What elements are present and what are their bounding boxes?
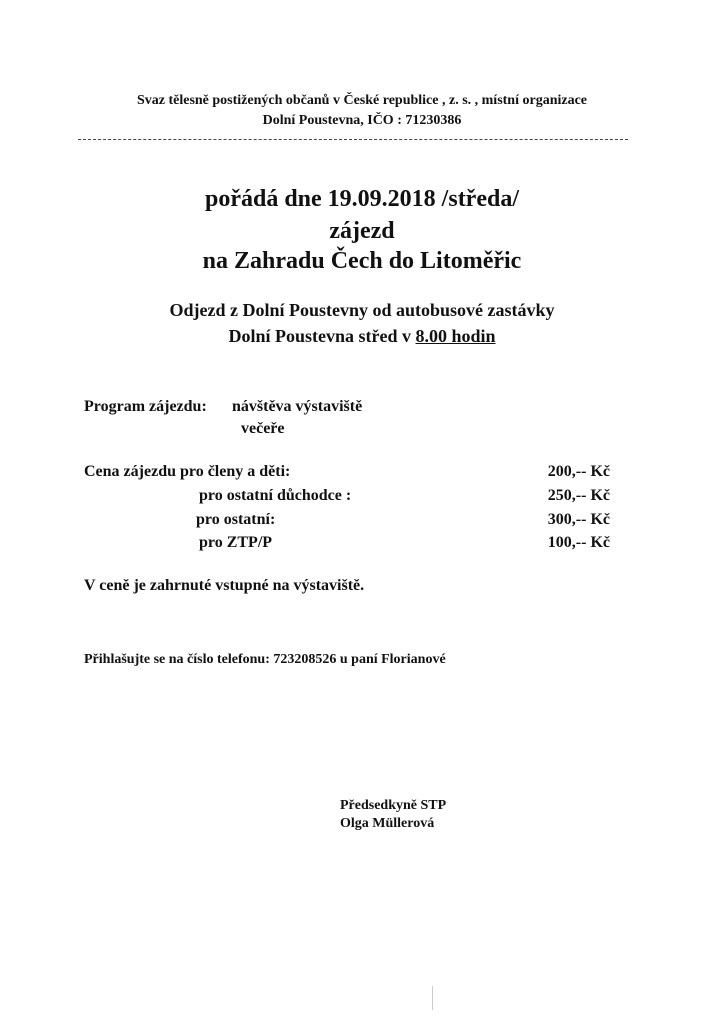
departure-place: Odjezd z Dolní Poustevny od autobusové zastávky: [169, 300, 555, 320]
departure-stop: Dolní Poustevna střed v: [228, 326, 416, 346]
organization-name: Svaz tělesně postižených občanů v České republice , z. s. , místní organizace: [136, 93, 588, 108]
contact-phone-line: Přihlašujte se na číslo telefonu: 723208526 u paní Florianové: [84, 652, 446, 667]
program-item-visit: návštěva výstaviště: [232, 398, 363, 415]
price-label-ztpp: pro ZTP/P: [199, 534, 273, 551]
departure-time-line: [0, 324, 724, 348]
signature-role: Předsedkyně STP: [340, 798, 447, 813]
price-pensioners: 250,-- Kč: [547, 487, 610, 504]
organization-address-ico: Dolní Poustevna, IČO : 71230386: [262, 113, 462, 128]
event-date-line: pořádá dne 19.09.2018 /středa/: [204, 186, 519, 212]
departure-time: 8.00 hodin: [415, 326, 496, 346]
price-members-children: 200,-- Kč: [547, 463, 610, 480]
program-label: Program zájezdu:: [84, 398, 207, 415]
price-ztpp: 100,-- Kč: [547, 534, 610, 551]
included-entry-note: V ceně je zahrnuté vstupné na výstaviště.: [84, 577, 365, 594]
price-label-members-children: Cena zájezdu pro členy a děti:: [84, 463, 291, 480]
event-type: zájezd: [329, 218, 395, 244]
price-label-others: pro ostatní:: [196, 511, 276, 528]
event-destination: na Zahradu Čech do Litoměřic: [202, 248, 522, 274]
price-label-pensioners: pro ostatní důchodce :: [199, 487, 352, 504]
program-item-dinner: večeře: [241, 420, 285, 437]
scan-mark: [432, 986, 433, 1010]
signature-name: Olga Müllerová: [340, 816, 435, 831]
header-divider: [78, 139, 628, 140]
price-others: 300,-- Kč: [547, 511, 610, 528]
